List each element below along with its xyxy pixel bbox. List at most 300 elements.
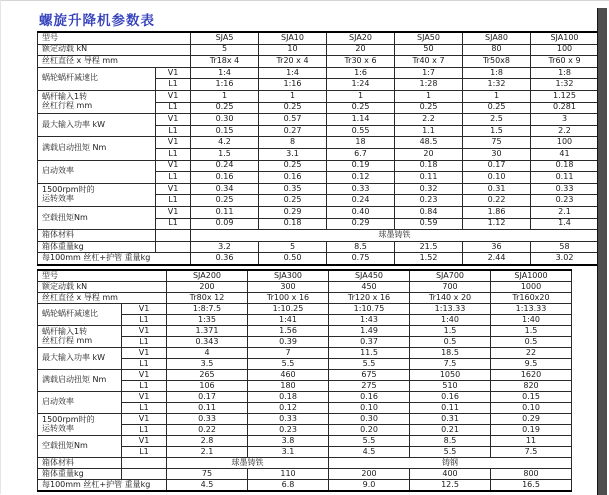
row-label: 箱体重量kg [38, 241, 156, 253]
model-name: SJA300 [248, 270, 329, 282]
table-row [38, 480, 572, 492]
value-cell: 675 [329, 370, 410, 381]
value-cell: 5.5 [248, 359, 329, 370]
value-cell: Tr80x 12 [167, 293, 248, 304]
value-cell: 2.2 [531, 125, 599, 137]
value-cell: 1:13.33 [410, 304, 491, 315]
value-cell: 1.12 [463, 218, 531, 230]
value-cell: 1 [395, 90, 463, 102]
value-cell: 5.5 [329, 359, 410, 370]
value-cell: 22 [491, 348, 572, 359]
value-cell: 8 [259, 137, 327, 149]
value-cell: 460 [248, 370, 329, 381]
value-cell: 265 [167, 370, 248, 381]
row-label: 每100mm 丝杠+护管 重量kg [38, 253, 191, 265]
value-cell: Tr18x 4 [191, 56, 259, 68]
value-cell: 1.56 [248, 326, 329, 337]
row-label: 蜗杆输入1转 丝杠行程 mm [38, 326, 122, 348]
value-cell: 41 [531, 148, 599, 160]
value-cell: 1:8 [531, 67, 599, 79]
value-cell: 10 [259, 44, 327, 56]
value-cell: 0.09 [191, 218, 259, 230]
value-cell: Tr140 x 20 [410, 293, 491, 304]
table-row [38, 56, 599, 68]
variant-l1-label: L1 [156, 125, 191, 137]
value-cell: 7.5 [410, 359, 491, 370]
value-cell: 3.1 [248, 447, 329, 458]
table-row [38, 436, 572, 447]
data-table [37, 31, 599, 266]
value-cell: 0.29 [327, 218, 395, 230]
model-name: SJA10 [259, 32, 327, 44]
model-name: SJA200 [167, 270, 248, 282]
value-cell: 0.31 [463, 183, 531, 195]
value-cell: 0.30 [329, 414, 410, 425]
value-cell: 1.125 [531, 90, 599, 102]
value-cell: 1:6 [327, 67, 395, 79]
value-cell: 11 [491, 436, 572, 447]
variant-v1-label: V1 [156, 206, 191, 218]
value-cell: 75 [167, 469, 248, 480]
value-cell: 9.0 [329, 480, 410, 492]
value-cell: 820 [491, 381, 572, 392]
value-cell: 1:10.25 [248, 304, 329, 315]
value-cell: 50 [395, 44, 463, 56]
value-cell: 48.5 [395, 137, 463, 149]
value-cell: 1:8:7.5 [167, 304, 248, 315]
table-row [38, 114, 599, 126]
value-cell: 1:10.75 [329, 304, 410, 315]
variant-l1-label: L1 [122, 425, 167, 436]
table-row [38, 348, 572, 359]
value-cell: 3.5 [167, 359, 248, 370]
value-cell: 0.16 [191, 172, 259, 184]
value-cell: 1:32 [463, 79, 531, 91]
value-cell: 0.25 [259, 160, 327, 172]
value-cell: 0.18 [259, 218, 327, 230]
value-cell: 1:32 [531, 79, 599, 91]
value-cell: 0.5 [491, 337, 572, 348]
value-cell: Tr40 x 7 [395, 56, 463, 68]
table-row [38, 44, 599, 56]
value-cell: Tr160x20 [491, 293, 572, 304]
model-header-label: 型号 [38, 32, 191, 44]
value-cell: 18.5 [410, 348, 491, 359]
table-row [38, 414, 572, 425]
variant-v1-label: V1 [122, 326, 167, 337]
value-cell: 1620 [491, 370, 572, 381]
value-cell: 36 [463, 241, 531, 253]
value-cell: 18 [327, 137, 395, 149]
empty-cell [156, 230, 191, 242]
table-row [38, 206, 599, 218]
row-label: 1500rpm时的 运转效率 [38, 414, 122, 436]
value-cell: 0.21 [410, 425, 491, 436]
value-cell: 4 [167, 348, 248, 359]
row-label: 丝杠直径 x 导程 mm [38, 293, 167, 304]
value-cell: 0.33 [531, 183, 599, 195]
empty-cell [156, 241, 191, 253]
row-label: 蜗轮蜗杆减速比 [38, 304, 122, 326]
model-name: SJA5 [191, 32, 259, 44]
variant-v1-label: V1 [122, 370, 167, 381]
value-cell: 0.19 [327, 160, 395, 172]
row-label: 丝杠直径 x 导程 mm [38, 56, 191, 68]
value-cell: 0.16 [259, 172, 327, 184]
value-cell: 1:40 [491, 315, 572, 326]
row-label: 满载启动扭矩 Nm [38, 370, 122, 392]
value-cell: 0.25 [259, 195, 327, 207]
value-cell: 0.16 [329, 392, 410, 403]
value-cell: 7.5 [491, 447, 572, 458]
value-cell: 0.29 [491, 414, 572, 425]
value-cell: 3.02 [531, 253, 599, 265]
model-name: SJA700 [410, 270, 491, 282]
value-cell: 0.11 [395, 172, 463, 184]
value-cell: 6.7 [327, 148, 395, 160]
variant-l1-label: L1 [122, 381, 167, 392]
value-cell: 0.59 [395, 218, 463, 230]
value-cell: 0.11 [191, 206, 259, 218]
value-cell: 0.57 [259, 114, 327, 126]
value-cell: 0.18 [395, 160, 463, 172]
value-cell: 0.15 [491, 392, 572, 403]
value-cell: 0.15 [191, 125, 259, 137]
variant-v1-label: V1 [156, 137, 191, 149]
value-cell: 1:43 [329, 315, 410, 326]
jack-parameters-table-sja200-sja1000 [37, 269, 572, 492]
value-cell: 1 [259, 90, 327, 102]
value-cell: 0.75 [327, 253, 395, 265]
variant-l1-label: L1 [122, 337, 167, 348]
value-cell: 2.1 [531, 206, 599, 218]
value-cell: 0.16 [410, 392, 491, 403]
value-cell: 1.4 [531, 218, 599, 230]
value-cell: 1:16 [191, 79, 259, 91]
table-row [38, 230, 599, 242]
variant-l1-label: L1 [156, 172, 191, 184]
value-cell: 80 [463, 44, 531, 56]
value-cell: 1:4 [191, 67, 259, 79]
variant-l1-label: L1 [156, 102, 191, 114]
value-cell: 6.8 [248, 480, 329, 492]
value-cell: 0.33 [327, 183, 395, 195]
value-cell: 30 [463, 148, 531, 160]
scrollbar-track[interactable] [597, 8, 607, 495]
value-cell: 0.84 [395, 206, 463, 218]
value-cell: 0.25 [395, 102, 463, 114]
value-cell: 8.5 [327, 241, 395, 253]
value-cell: 1:28 [395, 79, 463, 91]
value-cell: 1:13.33 [491, 304, 572, 315]
value-cell: Tr30 x 6 [327, 56, 395, 68]
model-header-label: 型号 [38, 270, 167, 282]
value-cell: 0.25 [191, 195, 259, 207]
variant-l1-label: L1 [156, 148, 191, 160]
row-label: 最大输入功率 kW [38, 348, 122, 370]
value-cell: 1.52 [395, 253, 463, 265]
model-name: SJA100 [531, 32, 599, 44]
value-cell: 3.1 [259, 148, 327, 160]
table-row [38, 326, 572, 337]
row-label: 箱体重量kg [38, 469, 122, 480]
value-cell: 1:41 [248, 315, 329, 326]
variant-v1-label: V1 [122, 436, 167, 447]
value-cell: 800 [491, 469, 572, 480]
table-row [38, 293, 572, 304]
value-cell: 4.5 [329, 447, 410, 458]
value-cell: 1:40 [410, 315, 491, 326]
value-cell: 0.12 [327, 172, 395, 184]
value-cell: 0.24 [327, 195, 395, 207]
value-cell: 2.2 [395, 114, 463, 126]
value-cell: Tr20 x 4 [259, 56, 327, 68]
table-row [38, 282, 572, 293]
variant-v1-label: V1 [122, 304, 167, 315]
value-cell: Tr50x8 [463, 56, 531, 68]
variant-v1-label: V1 [156, 67, 191, 79]
variant-v1-label: V1 [122, 348, 167, 359]
value-cell: Tr120 x 16 [329, 293, 410, 304]
empty-cell [122, 469, 167, 480]
variant-v1-label: V1 [156, 183, 191, 195]
value-cell: 200 [167, 282, 248, 293]
value-cell: 5.5 [410, 447, 491, 458]
row-label: 箱体材料 [38, 230, 156, 242]
value-cell: 5 [259, 241, 327, 253]
value-cell: 106 [167, 381, 248, 392]
table-header-row [38, 270, 572, 282]
value-cell: 0.50 [259, 253, 327, 265]
value-cell: 1:7 [395, 67, 463, 79]
value-cell: 8.5 [410, 436, 491, 447]
value-cell: 0.32 [395, 183, 463, 195]
value-cell: 0.18 [248, 392, 329, 403]
row-label: 启动效率 [38, 392, 122, 414]
table-row [38, 469, 572, 480]
value-cell: 7 [248, 348, 329, 359]
value-cell: 100 [531, 137, 599, 149]
value-cell: 5 [191, 44, 259, 56]
value-cell: 1000 [491, 282, 572, 293]
merged-value-cell: 铸钢 [329, 458, 572, 469]
variant-l1-label: L1 [156, 195, 191, 207]
table-row [38, 458, 572, 469]
model-name: SJA20 [327, 32, 395, 44]
value-cell: 1 [191, 90, 259, 102]
value-cell: 0.25 [259, 102, 327, 114]
value-cell: 75 [463, 137, 531, 149]
value-cell: Tr100 x 16 [248, 293, 329, 304]
value-cell: 0.281 [531, 102, 599, 114]
row-label: 箱体材料 [38, 458, 122, 469]
value-cell: 1.5 [463, 125, 531, 137]
value-cell: 0.11 [531, 172, 599, 184]
variant-l1-label: L1 [122, 359, 167, 370]
value-cell: 0.33 [167, 414, 248, 425]
variant-l1-label: L1 [156, 79, 191, 91]
table-row [38, 392, 572, 403]
row-label: 空载扭矩Nm [38, 206, 156, 229]
value-cell: 0.17 [167, 392, 248, 403]
value-cell: 0.25 [327, 102, 395, 114]
table-row [38, 241, 599, 253]
value-cell: 1.5 [410, 326, 491, 337]
value-cell: 1.5 [191, 148, 259, 160]
value-cell: 0.343 [167, 337, 248, 348]
value-cell: 180 [248, 381, 329, 392]
data-table [37, 269, 572, 492]
table-row [38, 67, 599, 79]
value-cell: 1.371 [167, 326, 248, 337]
value-cell: 0.5 [410, 337, 491, 348]
value-cell: 300 [248, 282, 329, 293]
table-header-row [38, 32, 599, 44]
empty-cell [122, 458, 167, 469]
value-cell: 0.39 [248, 337, 329, 348]
value-cell: 0.31 [410, 414, 491, 425]
value-cell: 0.25 [191, 102, 259, 114]
value-cell: 275 [329, 381, 410, 392]
value-cell: 510 [410, 381, 491, 392]
variant-v1-label: V1 [156, 114, 191, 126]
table-row [38, 304, 572, 315]
value-cell: 4.5 [167, 480, 248, 492]
value-cell: 2.5 [463, 114, 531, 126]
value-cell: 21.5 [395, 241, 463, 253]
value-cell: 200 [329, 469, 410, 480]
value-cell: 1.14 [327, 114, 395, 126]
value-cell: 0.25 [463, 102, 531, 114]
model-name: SJA450 [329, 270, 410, 282]
variant-l1-label: L1 [156, 218, 191, 230]
variant-l1-label: L1 [122, 447, 167, 458]
table-row [38, 160, 599, 172]
value-cell: 0.37 [329, 337, 410, 348]
model-name: SJA50 [395, 32, 463, 44]
row-label: 额定动载 kN [38, 44, 191, 56]
table-row [38, 253, 599, 265]
value-cell: 0.22 [463, 195, 531, 207]
value-cell: 0.33 [248, 414, 329, 425]
value-cell: 0.18 [531, 160, 599, 172]
value-cell: 1:8 [463, 67, 531, 79]
row-label: 蜗杆输入1转 丝杠行程 mm [38, 90, 156, 113]
value-cell: 5.5 [329, 436, 410, 447]
value-cell: 1 [463, 90, 531, 102]
value-cell: 0.11 [410, 403, 491, 414]
value-cell: 0.35 [259, 183, 327, 195]
value-cell: 16.5 [491, 480, 572, 492]
value-cell: 0.23 [248, 425, 329, 436]
value-cell: 0.11 [167, 403, 248, 414]
value-cell: 100 [531, 44, 599, 56]
merged-value-cell: 球墨铸铁 [167, 458, 329, 469]
row-label: 空载扭矩Nm [38, 436, 122, 458]
page-title: 螺旋升降机参数表 [39, 13, 155, 29]
variant-l1-label: L1 [122, 315, 167, 326]
value-cell: 400 [410, 469, 491, 480]
value-cell: 0.12 [248, 403, 329, 414]
value-cell: 4.2 [191, 137, 259, 149]
variant-v1-label: V1 [122, 392, 167, 403]
variant-v1-label: V1 [156, 90, 191, 102]
value-cell: 1.1 [395, 125, 463, 137]
table-row [38, 90, 599, 102]
value-cell: 0.23 [531, 195, 599, 207]
value-cell: 1.5 [491, 326, 572, 337]
jack-parameters-table-sja5-sja100 [37, 31, 599, 266]
value-cell: 3.2 [191, 241, 259, 253]
value-cell: 0.24 [191, 160, 259, 172]
value-cell: 0.34 [191, 183, 259, 195]
row-label: 启动效率 [38, 160, 156, 183]
value-cell: 0.20 [329, 425, 410, 436]
value-cell: 0.29 [259, 206, 327, 218]
value-cell: 0.22 [167, 425, 248, 436]
value-cell: Tr60 x 9 [531, 56, 599, 68]
value-cell: 1050 [410, 370, 491, 381]
row-label: 蜗轮蜗杆减速比 [38, 67, 156, 90]
value-cell: 0.10 [329, 403, 410, 414]
value-cell: 110 [248, 469, 329, 480]
value-cell: 9.5 [491, 359, 572, 370]
value-cell: 1:4 [259, 67, 327, 79]
value-cell: 700 [410, 282, 491, 293]
value-cell: 20 [327, 44, 395, 56]
value-cell: 0.23 [395, 195, 463, 207]
table-row [38, 370, 572, 381]
table-row [38, 137, 599, 149]
value-cell: 1:16 [259, 79, 327, 91]
table-row [38, 183, 599, 195]
value-cell: 0.17 [463, 160, 531, 172]
row-label: 额定动载 kN [38, 282, 167, 293]
value-cell: 1.49 [329, 326, 410, 337]
value-cell: 3.8 [248, 436, 329, 447]
value-cell: 2.1 [167, 447, 248, 458]
value-cell: 1:35 [167, 315, 248, 326]
value-cell: 11.5 [329, 348, 410, 359]
variant-l1-label: L1 [122, 403, 167, 414]
row-label: 每100mm 丝杠+护管 重量kg [38, 480, 167, 492]
value-cell: 20 [395, 148, 463, 160]
value-cell: 0.55 [327, 125, 395, 137]
value-cell: 58 [531, 241, 599, 253]
value-cell: 0.27 [259, 125, 327, 137]
value-cell: 3 [531, 114, 599, 126]
value-cell: 12.5 [410, 480, 491, 492]
row-label: 满载启动扭矩 Nm [38, 137, 156, 160]
value-cell: 1:24 [327, 79, 395, 91]
value-cell: 1.86 [463, 206, 531, 218]
value-cell: 2.8 [167, 436, 248, 447]
merged-value-cell: 球墨铸铁 [191, 230, 599, 242]
row-label: 1500rpm时的 运转效率 [38, 183, 156, 206]
variant-v1-label: V1 [122, 414, 167, 425]
value-cell: 0.30 [191, 114, 259, 126]
value-cell: 0.40 [327, 206, 395, 218]
model-name: SJA80 [463, 32, 531, 44]
row-label: 最大输入功率 kW [38, 114, 156, 137]
value-cell: 2.44 [463, 253, 531, 265]
value-cell: 450 [329, 282, 410, 293]
value-cell: 0.10 [491, 403, 572, 414]
value-cell: 0.10 [463, 172, 531, 184]
model-name: SJA1000 [491, 270, 572, 282]
value-cell: 0.36 [191, 253, 259, 265]
value-cell: 0.19 [491, 425, 572, 436]
